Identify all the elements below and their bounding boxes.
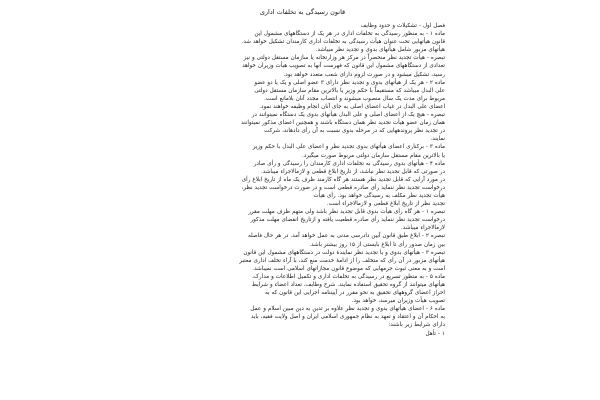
text-line: ماده ۱ - به منظور رسیدگی به تخلفات اداری در هر یک از دستگاههای مشمول این: [254, 31, 445, 38]
text-line: درخواست تجدید نظر ننماید رأی صادره قطعی است و در صورت درخواست تجدید نظر،: [241, 184, 445, 191]
text-line: تجدید نظر از تاریخ ابلاغ قطعی و لازمالاجراء است.: [326, 201, 445, 208]
text-line: تبصره ۳ - هیأتهای بدوی و یا تجدید نظر نمایندۀ دولت در دستگاههای مشمول این قانون: [243, 249, 445, 256]
text-line: دارای شرایط زیر باشند:: [388, 322, 445, 329]
text-line: یا بالاترین مقام مستقل سازمان دولتی مربوط صورت میگیرد.: [301, 152, 445, 159]
document-page: [160, 8, 445, 338]
text-line: ماده ۶ - اعضای هیأتهای بدوی و تجدید نظر علاوه بر تدین به دین مبین اسلام و عمل: [250, 306, 445, 313]
text-line: هیأتهای مزبور در آن رأی که متخلف را از ادامۀ خدمت منع کند، با آراء تخلف اداری معتبر: [239, 257, 445, 264]
text-line: علی البدل میباشد که مستقیماً با حکم وزیر یا بالاترین مقام سازمان مستقل دولتی: [254, 87, 445, 94]
text-line: در مورد آرایی که قابل تجدید نظر هستند هر گاه کارمند ظرف یک ماه از تاریخ ابلاغ رأی: [241, 176, 445, 183]
document-title: قانون رسیدگی به تخلفات اداری: [259, 8, 346, 16]
text-line: هیأت تجدید نظر مکلف به رسیدگی خواهد بود. رأی هیأت: [313, 192, 445, 199]
text-line: مربوط برای مدت یک سال منصوب میشوند و انتصاب مجدد آنان بلامانع است.: [264, 95, 445, 102]
text-line: رسید، تشکیل میشود و در صورت لزوم دارای شعب متعدد خواهد بود.: [283, 71, 445, 78]
text-line: احراز اعضای گروههای تحقیق به نحو مقرر در آییننامه اجرایی این قانون که به: [265, 290, 445, 297]
text-line: ماده ۳ - برکناری اعضای هیأتهای بدوی تجدید نظر و اعضای علی البدل با حکم وزیر: [252, 144, 445, 151]
document-body: [160, 22, 445, 338]
text-line: ماده ۴ - هیأتهای بدوی رسیدگی به تخلفات اداری کارمندان را رسیدگی و رأی صادر: [253, 160, 445, 167]
text-line: هیأتهای مزبور شامل هیأتهای بدوی و تجدید نظر میباشد.: [315, 47, 445, 54]
text-line: درخواست تجدید نظر ننماید رأی صادره قطعیت یافته و ازتاریخ انقضای مهلت مذکور: [250, 217, 445, 224]
text-line: نمایند.: [430, 136, 445, 143]
text-line: ماده ۲ - هر یک از هیأتهای بدوی و تجدید نظر دارای ۳ عضو اصلی و یک یا دو عضو: [254, 79, 445, 86]
text-line: تبصره - هیأت تجدید نظر منحصراً در مرکز هر وزارتخانه یا سازمان مستقل دولتی و نیز: [243, 55, 445, 62]
text-line: به احکام آن و اعتقاد و تعهد به نظام جمهوری اسلامی ایران و اصل ولایت فقیه، باید: [250, 314, 445, 321]
text-line: لازمالاجراء میباشد.: [401, 225, 445, 232]
text-line: تبصره ۱ - هر گاه رأی هیأت بدوی قابل تجدید نظر باشد ولی متهم ظرف مهلت مقرر: [248, 209, 445, 216]
text-line: است و به معنی ثبوت جرمهایی که موضوع قانون مجازاتهای اسلامی است نمیباشد.: [252, 265, 445, 272]
text-line: تبصره - هیچ یک از اعضای اصلی و علی البدل هیأتهای بدوی یک دستگاه نمیتوانند در: [251, 112, 445, 119]
text-line: بین زمان صدور رأی تا ابلاغ بایستی از ۱۵ روز بیشتر باشد.: [309, 241, 445, 248]
text-line: اعضای علی البدل در غیاب اعضای اصلی به جای آنان انجام وظیفه خواهند نمود.: [259, 103, 445, 110]
text-line: ماده ۵ - به منظور تسریع در رسیدگی به تخلفات اداری و تکمیل اطلاعات و مدارک،: [252, 273, 445, 280]
text-line: در صورتی که قابل تجدید نظر نباشد، از تاریخ ابلاغ قطعی و لازمالاجراء میباشد.: [261, 168, 445, 175]
text-line: تصویب هیأت وزیران میرسد، خواهد بود.: [351, 298, 445, 305]
text-line: در تجدید نظر پروندههایی که در مرحله بدوی نسبت به آن رأی دادهاند، شرکت: [264, 128, 445, 135]
text-line: تعدادی از دستگاههای مشمول این قانون که فهرست آنها به تصویب هیأت وزیران خواهد: [242, 63, 445, 70]
text-line: فصل اول - تشکیلات و حدود وظایف: [360, 23, 445, 29]
text-line: ۱ - تأهل: [425, 330, 445, 337]
text-line: همان زمان عضو هیأت تجدید نظر همان دستگاه باشند و همچنین اعضای مذکور نمیتوانند: [241, 120, 445, 127]
text-line: تبصره ۲ - ابلاغ طبق قانون آیین دادرسی مدنی به عمل خواهد آمد. در هر حال فاصله: [248, 233, 445, 240]
text-line: هیأتهای میتوانند از گروه تحقیق استفاده نمایند. شرح وظایف، تعداد اعضاء و شرایط: [251, 282, 445, 288]
text-line: قانون هیأتهایی تحت عنوان هیأت رسیدگی به تخلفات اداری کارمندان تشکیل خواهد شد.: [241, 39, 445, 46]
